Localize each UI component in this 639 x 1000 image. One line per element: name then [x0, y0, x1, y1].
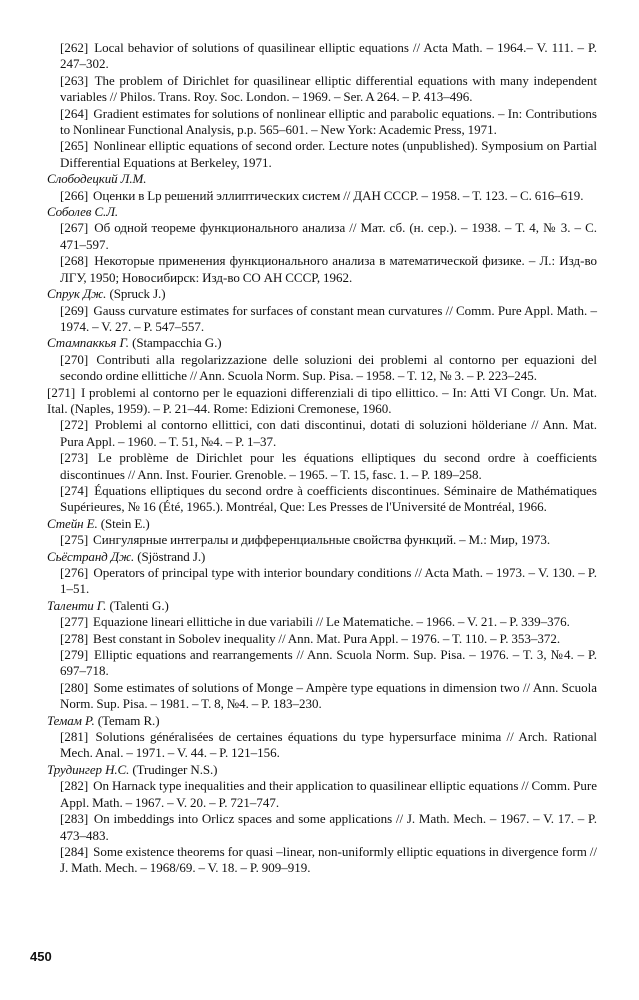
reference-text: Contributi alla regolarizzazione delle soluzioni dei problemi al contorno per equazioni del secondo ordine ellittiche // Ann. Scuola Norm. Sup. Pisa. – 1958. – T. 12, № 3. – P. 223–245. — [60, 351, 597, 384]
reference-text: Gradient estimates for solutions of nonlinear elliptic and parabolic equations. – In: Contributions to Nonlinear Functional Analysis, p.p. 565–601. – New York: Academic Press, 1971. — [60, 105, 597, 138]
reference-text: Об одной теореме функционального анализа // Мат. сб. (н. сер.). – 1938. – Т. 4, № 3. – С. 471–597. — [60, 220, 597, 252]
reference-entry — [47, 680, 597, 713]
author-name: Слободецкий Л.М. — [47, 171, 147, 187]
reference-number: [274] — [60, 482, 89, 498]
reference-number: [270] — [60, 351, 89, 367]
author-heading — [47, 335, 597, 351]
reference-text: On imbeddings into Orlicz spaces and some applications // J. Math. Mech. – 1967. – V. 17. – P. 473–483. — [60, 811, 597, 843]
reference-entry — [47, 106, 597, 139]
author-heading — [47, 204, 597, 220]
reference-entry — [47, 417, 597, 450]
author-latin-name: (Trudinger N.S.) — [132, 761, 218, 777]
reference-entry — [47, 303, 597, 336]
author-name: Соболев С.Л. — [47, 204, 119, 220]
author-heading — [47, 762, 597, 778]
reference-entry — [47, 647, 597, 680]
reference-number: [280] — [60, 679, 89, 695]
reference-entry — [47, 778, 597, 811]
reference-number: [281] — [60, 729, 89, 745]
bibliography-list — [47, 40, 597, 877]
reference-text: Local behavior of solutions of quasilinear elliptic equations // Acta Math. – 1964.– V. 111. – P. 247–302. — [60, 40, 597, 72]
reference-number: [267] — [60, 220, 89, 236]
reference-text: On Harnack type inequalities and their application to quasilinear elliptic equations // Comm. Pure Appl. Math. – 1967. – V. 20. – P. 721–747. — [60, 778, 597, 810]
reference-entry — [47, 40, 597, 73]
reference-text: Le problème de Dirichlet pour les équations elliptiques du second ordre à coefficients discontinues // Ann. Inst. Fourier. Grenoble. – 1965. – T. 15, fasc. 1. – P. 189–258. — [60, 450, 597, 482]
reference-text: Solutions généralisées de certaines équations du type hypersurface minima // Arch. Rational Mech. Anal. – 1971. – V. 44. – P. 121–156. — [60, 729, 597, 761]
reference-entry — [47, 532, 597, 548]
author-latin-name: (Sjöstrand J.) — [137, 548, 206, 564]
reference-text: The problem of Dirichlet for quasilinear elliptic differential equations with many independent variables // Philos. Trans. Roy. Soc. London. – 1969. – Ser. A 264. – P. 413–496. — [60, 72, 597, 105]
reference-number: [271] — [47, 384, 76, 400]
reference-number: [279] — [60, 647, 89, 663]
reference-number: [264] — [60, 105, 89, 121]
reference-entry — [47, 138, 597, 171]
author-name: Трудингер Н.С. — [47, 761, 130, 777]
reference-entry — [47, 253, 597, 286]
reference-text: Best constant in Sobolev inequality // Ann. Mat. Pura Appl. – 1976. – T. 110. – P. 353–372. — [93, 630, 561, 646]
reference-number: [265] — [60, 138, 89, 154]
reference-entry — [47, 220, 597, 253]
author-heading — [47, 286, 597, 302]
reference-number: [266] — [60, 187, 89, 203]
author-name: Стейн Е. — [47, 515, 98, 531]
reference-entry — [47, 614, 597, 630]
reference-entry — [47, 729, 597, 762]
author-name: Таленти Г. — [47, 597, 107, 613]
reference-number: [272] — [60, 417, 89, 433]
author-name: Темам Р. — [47, 712, 95, 728]
reference-number: [262] — [60, 40, 89, 55]
author-latin-name: (Spruck J.) — [109, 286, 166, 302]
reference-entry — [47, 352, 597, 385]
reference-text: I problemi al contorno per le equazioni differenziali di tipo ellittico. – In: Atti VI Congr. Un. Mat. Ital. (Naples, 1959). – P. 21–44. Rome: Edizioni Cremonese, 1960. — [47, 384, 597, 416]
reference-number: [284] — [60, 843, 89, 859]
author-heading — [47, 171, 597, 187]
reference-text: Some existence theorems for quasi –linear, non-uniformly elliptic equations in divergence form // J. Math. Mech. – 1968/69. – V. 18. – P. 909–919. — [60, 843, 597, 876]
reference-entry — [47, 631, 597, 647]
reference-number: [273] — [60, 450, 89, 466]
reference-number: [278] — [60, 630, 89, 646]
reference-text: Сингулярные интегралы и дифференциальные свойства функций. – М.: Мир, 1973. — [93, 532, 551, 548]
reference-text: Problemi al contorno ellittici, con dati discontinui, dotati di soluzioni hölderiane // Ann. Mat. Pura Appl. – 1960. – T. 51, №4. – P. 1–37. — [60, 417, 597, 449]
author-latin-name: (Temam R.) — [97, 712, 160, 728]
reference-number: [263] — [60, 72, 89, 88]
reference-entry — [47, 565, 597, 598]
author-latin-name: (Stampacchia G.) — [132, 335, 222, 351]
reference-entry — [47, 844, 597, 877]
reference-entry — [47, 385, 597, 418]
page-number: 450 — [30, 949, 52, 964]
author-heading — [47, 598, 597, 614]
reference-text: Некоторые применения функционального анализа в математической физике. – Л.: Изд-во ЛГУ, 1950; Новосибирск: Изд-во СО АН СССР, 1962. — [60, 253, 597, 285]
reference-entry — [47, 450, 597, 483]
reference-text: Gauss curvature estimates for surfaces of constant mean curvatures // Comm. Pure Appl. Math. – 1974. – V. 27. – P. 547–557. — [60, 302, 597, 334]
reference-number: [277] — [60, 614, 89, 630]
author-heading — [47, 516, 597, 532]
author-latin-name: (Stein E.) — [100, 515, 150, 531]
author-name: Стампаккья Г. — [47, 335, 129, 351]
author-heading — [47, 549, 597, 565]
reference-entry — [47, 73, 597, 106]
reference-number: [283] — [60, 811, 89, 827]
reference-text: Оценки в Lp решений эллиптических систем // ДАН СССР. – 1958. – Т. 123. – С. 616–619. — [93, 187, 584, 203]
reference-entry — [47, 483, 597, 516]
reference-text: Équations elliptiques du second ordre à coefficients discontinues. Séminaire de Mathématiques Supérieures, № 16 (Été, 1965.). Montréal, Que: Les Presses de l'Université de Montréal, 1966. — [60, 482, 597, 515]
author-name: Сьёстранд Дж. — [47, 548, 135, 564]
reference-number: [268] — [60, 253, 89, 269]
reference-entry — [47, 811, 597, 844]
reference-text: Elliptic equations and rearrangements // Ann. Scuola Norm. Sup. Pisa. – 1976. – T. 3, №4. – P. 697–718. — [60, 647, 597, 679]
reference-text: Operators of principal type with interior boundary conditions // Acta Math. – 1973. – V. 130. – P. 1–51. — [60, 565, 597, 597]
reference-text: Some estimates of solutions of Monge – Ampère type equations in dimension two // Ann. Scuola Norm. Sup. Pisa. – 1981. – T. 8, №4. – P. 183–230. — [60, 679, 597, 712]
reference-number: [269] — [60, 302, 89, 318]
reference-text: Equazione lineari ellittiche in due variabili // Le Matematiche. – 1966. – V. 21. – P. 339–376. — [93, 614, 570, 630]
author-name: Спрук Дж. — [47, 286, 107, 302]
author-latin-name: (Talenti G.) — [109, 597, 169, 613]
reference-number: [275] — [60, 532, 89, 548]
reference-number: [276] — [60, 565, 89, 580]
reference-entry — [47, 188, 597, 204]
reference-text: Nonlinear elliptic equations of second order. Lecture notes (unpublished). Symposium on Partial Differential Equations at Berkeley, 1971. — [60, 138, 597, 170]
reference-number: [282] — [60, 778, 89, 794]
author-heading — [47, 713, 597, 729]
